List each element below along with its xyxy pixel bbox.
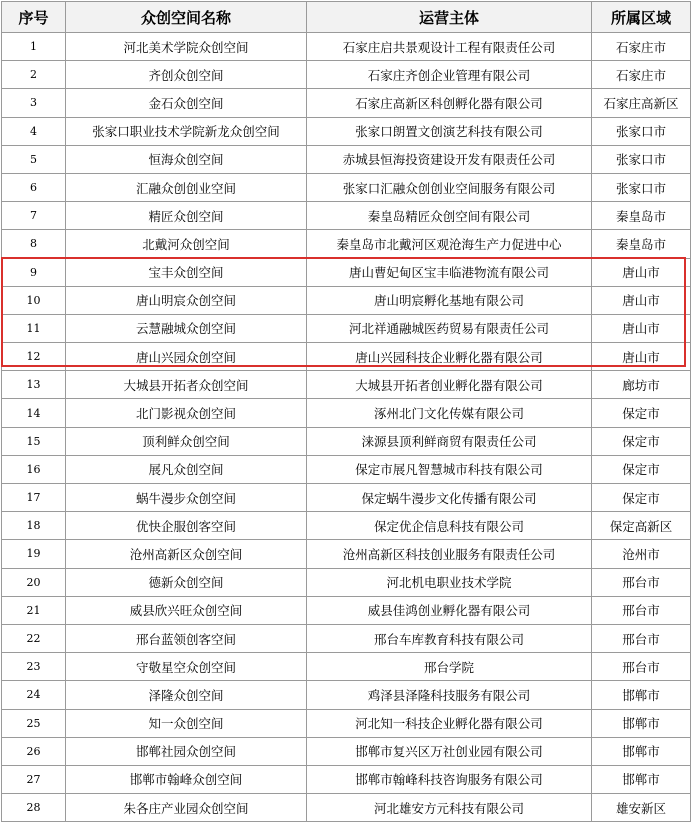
row-index: 21 xyxy=(2,596,66,624)
table-row xyxy=(2,314,691,342)
region-name: 邢台市 xyxy=(592,568,691,596)
row-index: 18 xyxy=(2,512,66,540)
region-name: 邯郸市 xyxy=(592,737,691,765)
region-name: 唐山市 xyxy=(592,314,691,342)
space-name: 汇融众创创业空间 xyxy=(66,173,307,201)
row-index: 15 xyxy=(2,427,66,455)
row-index: 25 xyxy=(2,709,66,737)
row-index: 2 xyxy=(2,61,66,89)
region-name: 石家庄高新区 xyxy=(592,89,691,117)
row-index: 20 xyxy=(2,568,66,596)
table-row xyxy=(2,427,691,455)
operator-name: 唐山曹妃甸区宝丰临港物流有限公司 xyxy=(307,258,592,286)
row-index: 7 xyxy=(2,202,66,230)
space-name: 邯郸市翰峰众创空间 xyxy=(66,765,307,793)
region-name: 廊坊市 xyxy=(592,371,691,399)
space-name: 沧州高新区众创空间 xyxy=(66,540,307,568)
region-name: 保定市 xyxy=(592,455,691,483)
operator-name: 保定蜗牛漫步文化传播有限公司 xyxy=(307,484,592,512)
operator-name: 河北祥通融城医药贸易有限责任公司 xyxy=(307,314,592,342)
region-name: 保定市 xyxy=(592,399,691,427)
table-row xyxy=(2,737,691,765)
space-name: 恒海众创空间 xyxy=(66,145,307,173)
table-row xyxy=(2,624,691,652)
row-index: 5 xyxy=(2,145,66,173)
space-name: 金石众创空间 xyxy=(66,89,307,117)
region-name: 秦皇岛市 xyxy=(592,230,691,258)
space-name: 张家口职业技术学院新龙众创空间 xyxy=(66,117,307,145)
operator-name: 河北知一科技企业孵化器有限公司 xyxy=(307,709,592,737)
region-name: 邯郸市 xyxy=(592,681,691,709)
region-name: 保定市 xyxy=(592,427,691,455)
operator-name: 秦皇岛精匠众创空间有限公司 xyxy=(307,202,592,230)
row-index: 4 xyxy=(2,117,66,145)
space-name: 唐山兴园众创空间 xyxy=(66,343,307,371)
space-name: 知一众创空间 xyxy=(66,709,307,737)
operator-name: 张家口朗置文创演艺科技有限公司 xyxy=(307,117,592,145)
space-name: 蜗牛漫步众创空间 xyxy=(66,484,307,512)
table-row xyxy=(2,709,691,737)
space-name: 宝丰众创空间 xyxy=(66,258,307,286)
table-row xyxy=(2,512,691,540)
region-name: 秦皇岛市 xyxy=(592,202,691,230)
table-row xyxy=(2,258,691,286)
space-name: 唐山明宸众创空间 xyxy=(66,286,307,314)
space-name: 精匠众创空间 xyxy=(66,202,307,230)
row-index: 27 xyxy=(2,765,66,793)
row-index: 28 xyxy=(2,794,66,822)
row-index: 17 xyxy=(2,484,66,512)
operator-name: 邢台车库教育科技有限公司 xyxy=(307,624,592,652)
operator-name: 保定市展凡智慧城市科技有限公司 xyxy=(307,455,592,483)
table-row xyxy=(2,568,691,596)
operator-name: 涿州北门文化传媒有限公司 xyxy=(307,399,592,427)
operator-name: 保定优企信息科技有限公司 xyxy=(307,512,592,540)
row-index: 16 xyxy=(2,455,66,483)
row-index: 1 xyxy=(2,33,66,61)
table-row xyxy=(2,681,691,709)
region-name: 石家庄市 xyxy=(592,61,691,89)
space-name: 北门影视众创空间 xyxy=(66,399,307,427)
operator-name: 鸡泽县泽隆科技服务有限公司 xyxy=(307,681,592,709)
table-row xyxy=(2,540,691,568)
region-name: 雄安新区 xyxy=(592,794,691,822)
operator-name: 赤城县恒海投资建设开发有限责任公司 xyxy=(307,145,592,173)
region-name: 唐山市 xyxy=(592,343,691,371)
table-row xyxy=(2,173,691,201)
operator-name: 张家口汇融众创创业空间服务有限公司 xyxy=(307,173,592,201)
row-index: 13 xyxy=(2,371,66,399)
table-row xyxy=(2,202,691,230)
table-row xyxy=(2,343,691,371)
region-name: 张家口市 xyxy=(592,117,691,145)
table-row xyxy=(2,653,691,681)
region-name: 唐山市 xyxy=(592,258,691,286)
table-body xyxy=(2,33,691,822)
operator-name: 河北机电职业技术学院 xyxy=(307,568,592,596)
row-index: 26 xyxy=(2,737,66,765)
region-name: 邯郸市 xyxy=(592,765,691,793)
space-name: 齐创众创空间 xyxy=(66,61,307,89)
space-name: 河北美术学院众创空间 xyxy=(66,33,307,61)
operator-name: 沧州高新区科技创业服务有限责任公司 xyxy=(307,540,592,568)
table-row xyxy=(2,371,691,399)
operator-name: 邯郸市复兴区万社创业园有限公司 xyxy=(307,737,592,765)
region-name: 保定高新区 xyxy=(592,512,691,540)
table-row xyxy=(2,33,691,61)
row-index: 19 xyxy=(2,540,66,568)
row-index: 11 xyxy=(2,314,66,342)
space-name: 大城县开拓者众创空间 xyxy=(66,371,307,399)
row-index: 10 xyxy=(2,286,66,314)
header-row xyxy=(2,2,691,33)
row-index: 6 xyxy=(2,173,66,201)
region-name: 沧州市 xyxy=(592,540,691,568)
space-name: 邢台蓝领创客空间 xyxy=(66,624,307,652)
operator-name: 石家庄高新区科创孵化器有限公司 xyxy=(307,89,592,117)
operator-name: 涞源县顶利鲜商贸有限责任公司 xyxy=(307,427,592,455)
region-name: 保定市 xyxy=(592,484,691,512)
operator-name: 河北雄安方元科技有限公司 xyxy=(307,794,592,822)
operator-name: 大城县开拓者创业孵化器有限公司 xyxy=(307,371,592,399)
table-row xyxy=(2,596,691,624)
header-operator: 运营主体 xyxy=(307,2,592,33)
space-name: 泽隆众创空间 xyxy=(66,681,307,709)
space-name: 朱各庄产业园众创空间 xyxy=(66,794,307,822)
table-row xyxy=(2,286,691,314)
table-row xyxy=(2,117,691,145)
region-name: 张家口市 xyxy=(592,173,691,201)
table-row xyxy=(2,455,691,483)
header-space-name: 众创空间名称 xyxy=(66,2,307,33)
row-index: 3 xyxy=(2,89,66,117)
operator-name: 唐山兴园科技企业孵化器有限公司 xyxy=(307,343,592,371)
space-name: 邯郸社园众创空间 xyxy=(66,737,307,765)
operator-name: 邯郸市翰峰科技咨询服务有限公司 xyxy=(307,765,592,793)
operator-name: 威县佳鸿创业孵化器有限公司 xyxy=(307,596,592,624)
table-row xyxy=(2,61,691,89)
table-row xyxy=(2,765,691,793)
table-row xyxy=(2,484,691,512)
row-index: 9 xyxy=(2,258,66,286)
operator-name: 石家庄齐创企业管理有限公司 xyxy=(307,61,592,89)
row-index: 12 xyxy=(2,343,66,371)
region-name: 张家口市 xyxy=(592,145,691,173)
header-index: 序号 xyxy=(2,2,66,33)
region-name: 邢台市 xyxy=(592,596,691,624)
operator-name: 邢台学院 xyxy=(307,653,592,681)
row-index: 23 xyxy=(2,653,66,681)
row-index: 8 xyxy=(2,230,66,258)
table-row xyxy=(2,230,691,258)
space-name: 威县欣兴旺众创空间 xyxy=(66,596,307,624)
space-name: 优快企服创客空间 xyxy=(66,512,307,540)
region-name: 石家庄市 xyxy=(592,33,691,61)
operator-name: 秦皇岛市北戴河区观沧海生产力促进中心 xyxy=(307,230,592,258)
region-name: 邯郸市 xyxy=(592,709,691,737)
operator-name: 唐山明宸孵化基地有限公司 xyxy=(307,286,592,314)
region-name: 唐山市 xyxy=(592,286,691,314)
table-row xyxy=(2,89,691,117)
row-index: 24 xyxy=(2,681,66,709)
region-name: 邢台市 xyxy=(592,653,691,681)
space-name: 云慧融城众创空间 xyxy=(66,314,307,342)
space-name: 顶利鲜众创空间 xyxy=(66,427,307,455)
table-row xyxy=(2,399,691,427)
region-name: 邢台市 xyxy=(592,624,691,652)
header-region: 所属区域 xyxy=(592,2,691,33)
table-row xyxy=(2,794,691,822)
space-name: 展凡众创空间 xyxy=(66,455,307,483)
row-index: 14 xyxy=(2,399,66,427)
space-name: 北戴河众创空间 xyxy=(66,230,307,258)
operator-name: 石家庄启共景观设计工程有限责任公司 xyxy=(307,33,592,61)
row-index: 22 xyxy=(2,624,66,652)
table-row xyxy=(2,145,691,173)
space-name: 德新众创空间 xyxy=(66,568,307,596)
space-name: 守敬星空众创空间 xyxy=(66,653,307,681)
makerspace-table xyxy=(1,1,691,822)
